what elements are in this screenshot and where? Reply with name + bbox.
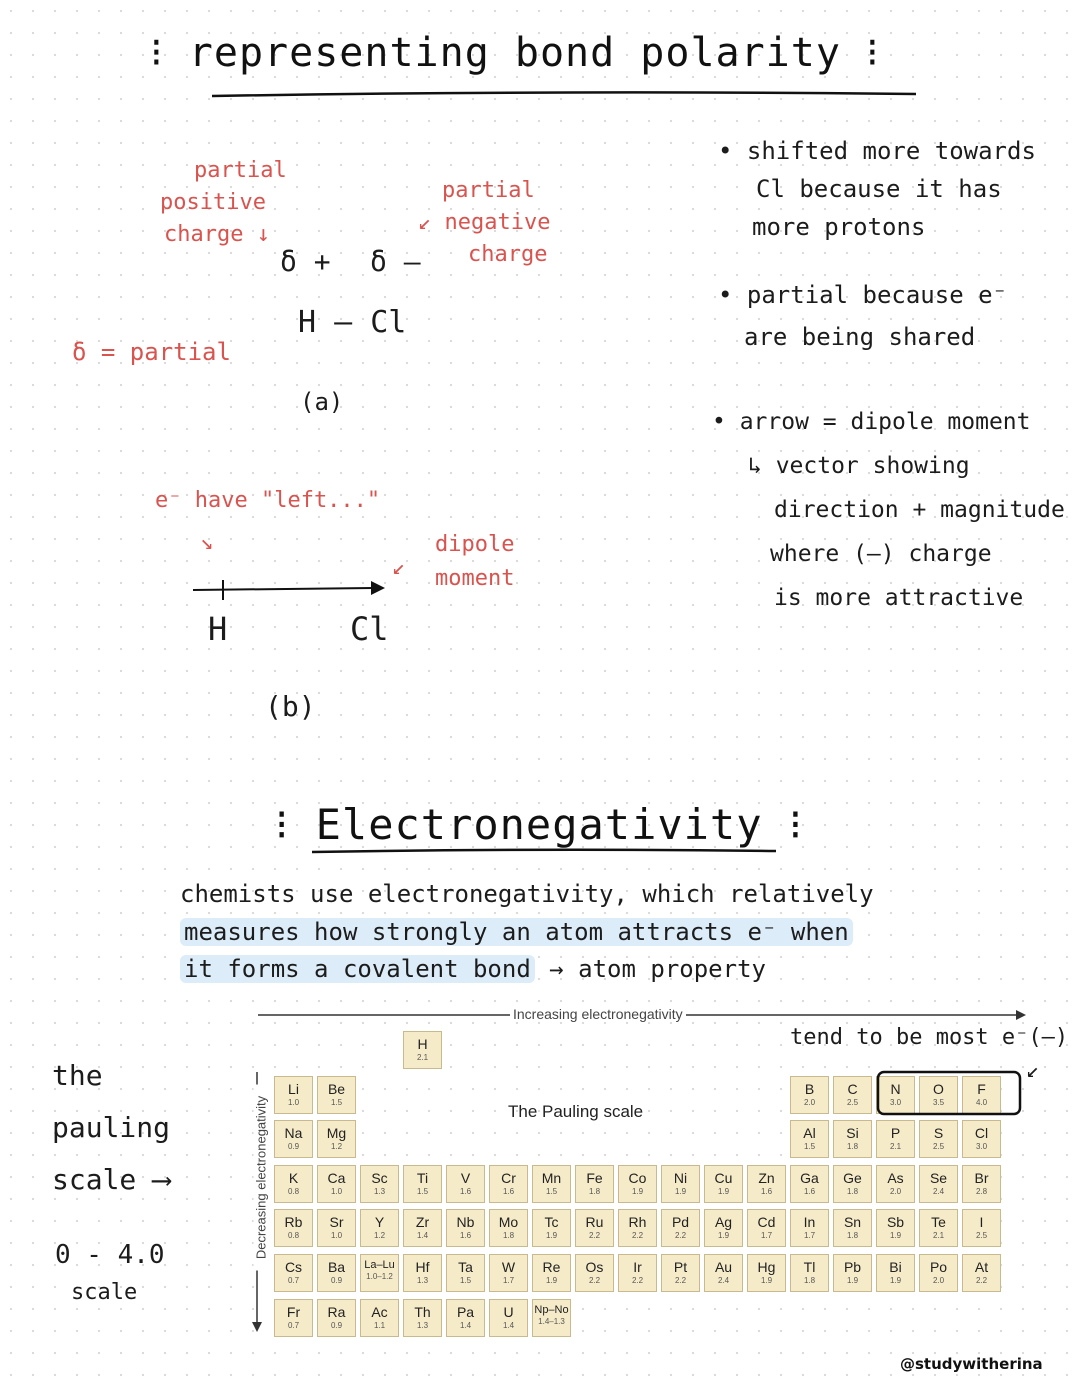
definition-line2 <box>180 918 853 946</box>
element-cell-cu <box>704 1165 743 1203</box>
element-cell-si <box>833 1120 872 1158</box>
element-symbol: Th <box>414 1303 431 1320</box>
element-electronegativity: 2.5 <box>975 1231 988 1241</box>
note-3-line5: is more attractive <box>774 585 1024 611</box>
definition-line1: chemists use electronegativity, which relatively <box>180 880 874 908</box>
definition-line3 <box>180 955 766 983</box>
element-electronegativity: 1.4 <box>459 1320 472 1330</box>
element-cell-k <box>274 1165 313 1203</box>
element-electronegativity: 1.8 <box>846 1186 859 1196</box>
element-cell-li <box>274 1076 313 1114</box>
element-cell-p <box>876 1120 915 1158</box>
element-cell-y <box>360 1209 399 1247</box>
element-symbol: U <box>503 1303 514 1320</box>
element-cell-tl <box>790 1254 829 1292</box>
element-symbol: Sn <box>843 1214 862 1231</box>
element-cell-sr <box>317 1209 356 1247</box>
element-cell-br <box>962 1165 1001 1203</box>
element-symbol: C <box>847 1080 858 1097</box>
element-electronegativity: 1.3 <box>416 1276 429 1285</box>
element-electronegativity: 2.2 <box>975 1276 988 1285</box>
element-symbol: Au <box>714 1259 733 1275</box>
element-cell-pd <box>661 1209 700 1247</box>
element-cell-pb <box>833 1254 872 1292</box>
element-electronegativity: 1.8 <box>803 1276 816 1285</box>
element-cell-pt <box>661 1254 700 1292</box>
element-electronegativity: 1.3 <box>373 1186 386 1196</box>
element-electronegativity: 0.7 <box>287 1320 300 1330</box>
curved-arrow-icon: ↙ <box>1026 1058 1040 1083</box>
element-electronegativity: 2.2 <box>674 1276 687 1285</box>
element-symbol: P <box>890 1125 901 1142</box>
element-symbol: Y <box>374 1214 385 1231</box>
element-electronegativity: 1.7 <box>502 1276 515 1285</box>
element-symbol: F <box>977 1080 986 1097</box>
element-electronegativity: 0.9 <box>287 1142 300 1152</box>
element-cell-ba <box>317 1254 356 1292</box>
note-2-line1: • partial because e⁻ <box>718 281 1007 309</box>
note-3-line3: direction + magnitude <box>774 497 1065 523</box>
element-symbol: La–Lu <box>364 1259 395 1271</box>
element-symbol: Tl <box>803 1259 816 1275</box>
pauling-note-line2: pauling <box>52 1111 171 1144</box>
element-cell-sc <box>360 1165 399 1203</box>
element-electronegativity: 1.9 <box>889 1231 902 1241</box>
element-symbol: Cl <box>974 1125 989 1142</box>
element-electronegativity: 1.9 <box>717 1231 730 1241</box>
note-bullet-2 <box>718 274 1007 358</box>
element-symbol: Be <box>327 1080 346 1097</box>
partial-positive-line1: partial <box>194 158 287 183</box>
note-1-line3: more protons <box>752 213 926 241</box>
element-symbol: Ti <box>416 1169 429 1186</box>
element-cell-pa <box>446 1299 485 1337</box>
element-cell-mn <box>532 1165 571 1203</box>
element-electronegativity: 1.0 <box>287 1097 300 1107</box>
scale-range-note <box>55 1236 165 1312</box>
element-electronegativity: 2.4 <box>717 1276 730 1285</box>
element-symbol: Ni <box>673 1169 688 1186</box>
definition-line3-text: it forms a covalent bond <box>180 955 535 983</box>
element-symbol: Cs <box>284 1259 303 1275</box>
element-electronegativity: 1.6 <box>760 1186 773 1196</box>
element-electronegativity: 1.8 <box>588 1186 601 1196</box>
element-symbol: Ag <box>714 1214 733 1231</box>
element-electronegativity: 1.9 <box>846 1276 859 1285</box>
page-title: ⁝ representing bond polarity ⁝ <box>150 30 880 76</box>
element-electronegativity: 2.5 <box>932 1142 945 1152</box>
element-symbol: Fe <box>586 1169 603 1186</box>
dipole-moment-label <box>435 528 514 596</box>
element-cell-ag <box>704 1209 743 1247</box>
dipole-label-line2: moment <box>435 566 515 591</box>
title-text: representing bond polarity <box>188 30 841 76</box>
element-cell-na <box>274 1120 313 1158</box>
element-cell-fr <box>274 1299 313 1337</box>
element-electronegativity: 1.4 <box>502 1320 515 1330</box>
element-symbol: Sc <box>371 1169 388 1186</box>
element-symbol: S <box>933 1125 944 1142</box>
element-symbol: O <box>933 1080 944 1097</box>
note-bullet-1 <box>718 132 1036 246</box>
down-arrow-icon: ↘ <box>200 530 214 555</box>
partial-negative-label <box>418 175 550 271</box>
element-cell-be <box>317 1076 356 1114</box>
element-symbol: Te <box>931 1214 946 1231</box>
element-symbol: Np–No <box>534 1303 569 1316</box>
element-electronegativity: 2.2 <box>588 1231 601 1241</box>
element-electronegativity: 1.0 <box>330 1231 343 1241</box>
section-title-underline <box>310 846 780 856</box>
element-cell-bi <box>876 1254 915 1292</box>
delta-plus: δ + <box>280 245 331 278</box>
note-1-line1: • shifted more towards <box>718 137 1036 165</box>
element-symbol: Al <box>803 1125 816 1142</box>
element-symbol: At <box>974 1259 989 1275</box>
element-symbol: Se <box>929 1169 948 1186</box>
hcl-molecule: H – Cl <box>298 305 407 340</box>
element-electronegativity: 1.5 <box>545 1186 558 1196</box>
element-cell-ge <box>833 1165 872 1203</box>
element-symbol: K <box>288 1169 299 1186</box>
element-cell-ra <box>317 1299 356 1337</box>
element-electronegativity: 2.0 <box>889 1186 902 1196</box>
element-cell-s <box>919 1120 958 1158</box>
element-symbol: Ta <box>458 1259 473 1275</box>
element-electronegativity: 1.5 <box>330 1097 343 1107</box>
element-symbol: In <box>803 1214 816 1231</box>
element-electronegativity: 2.4 <box>932 1186 945 1196</box>
element-symbol: Ba <box>327 1259 346 1275</box>
element-symbol: Cr <box>501 1169 516 1186</box>
element-symbol: Cu <box>714 1169 733 1186</box>
element-cell-h <box>403 1031 442 1069</box>
note-3-line2: ↳ vector showing <box>748 453 970 479</box>
x-axis-label: Increasing electronegativity <box>510 1006 686 1022</box>
element-cell-as <box>876 1165 915 1203</box>
element-cell-re <box>532 1254 571 1292</box>
element-symbol: I <box>979 1214 984 1231</box>
element-cell-po <box>919 1254 958 1292</box>
element-electronegativity: 1.7 <box>803 1231 816 1241</box>
element-electronegativity: 0.9 <box>330 1320 343 1330</box>
element-electronegativity: 4.0 <box>975 1097 988 1107</box>
y-axis-label: Decreasing electronegativity <box>254 1085 269 1271</box>
element-symbol: Br <box>974 1169 989 1186</box>
element-symbol: Pa <box>456 1303 475 1320</box>
element-electronegativity: 2.8 <box>975 1186 988 1196</box>
element-electronegativity: 1.9 <box>760 1276 773 1285</box>
element-cell-cd <box>747 1209 786 1247</box>
highlight-box <box>874 1068 1024 1118</box>
element-symbol: Nb <box>456 1214 475 1231</box>
element-symbol: Pd <box>671 1214 690 1231</box>
pauling-note-line3: scale ⟶ <box>52 1163 171 1196</box>
element-cell-lalu <box>360 1254 399 1292</box>
element-cell-ga <box>790 1165 829 1203</box>
element-cell-os <box>575 1254 614 1292</box>
label-a: (a) <box>300 388 344 416</box>
element-electronegativity: 1.6 <box>459 1186 472 1196</box>
element-cell-b <box>790 1076 829 1114</box>
element-symbol: Li <box>288 1080 299 1097</box>
definition-line3-suffix: → atom property <box>549 955 766 983</box>
element-electronegativity: 1.5 <box>416 1186 429 1196</box>
element-symbol: Mn <box>541 1169 562 1186</box>
element-cell-zn <box>747 1165 786 1203</box>
element-electronegativity: 0.8 <box>287 1186 300 1196</box>
note-bullet-3 <box>712 400 1065 620</box>
element-cell-nb <box>446 1209 485 1247</box>
element-symbol: Hf <box>415 1259 430 1275</box>
element-symbol: Ca <box>327 1169 346 1186</box>
element-electronegativity: 0.7 <box>287 1276 300 1285</box>
element-symbol: Fr <box>286 1303 301 1320</box>
element-cell-sn <box>833 1209 872 1247</box>
element-symbol: Ra <box>327 1303 346 1320</box>
element-cell-rb <box>274 1209 313 1247</box>
element-electronegativity: 2.0 <box>803 1097 816 1107</box>
element-symbol: Po <box>929 1259 948 1275</box>
element-electronegativity: 1.4–1.3 <box>538 1316 565 1326</box>
element-cell-ni <box>661 1165 700 1203</box>
element-cell-ac <box>360 1299 399 1337</box>
element-symbol: Cd <box>757 1214 776 1231</box>
element-cell-zr <box>403 1209 442 1247</box>
partial-positive-line3: charge ↓ <box>164 222 270 247</box>
scale-note-line2: scale <box>71 1280 138 1305</box>
element-symbol: As <box>887 1169 904 1186</box>
note-3-line1: • arrow = dipole moment <box>712 409 1031 435</box>
element-symbol: Rh <box>628 1214 647 1231</box>
element-symbol: Os <box>585 1259 604 1275</box>
element-cell-i <box>962 1209 1001 1247</box>
element-electronegativity: 1.8 <box>846 1142 859 1152</box>
note-3-line4: where (–) charge <box>770 541 992 567</box>
element-cell-mo <box>489 1209 528 1247</box>
element-cell-cs <box>274 1254 313 1292</box>
element-electronegativity: 2.1 <box>416 1053 429 1062</box>
element-electronegativity: 2.1 <box>889 1142 902 1152</box>
element-symbol: Mg <box>326 1125 347 1142</box>
pointer-arrow-icon: ↙ <box>392 555 406 580</box>
delta-minus: δ – <box>370 245 421 278</box>
element-cell-co <box>618 1165 657 1203</box>
element-electronegativity: 1.0 <box>330 1186 343 1196</box>
label-b: (b) <box>265 690 316 723</box>
element-symbol: Ge <box>843 1169 862 1186</box>
element-symbol: Sb <box>886 1214 905 1231</box>
element-cell-u <box>489 1299 528 1337</box>
element-electronegativity: 2.0 <box>932 1276 945 1285</box>
element-cell-th <box>403 1299 442 1337</box>
element-symbol: Zr <box>415 1214 430 1231</box>
element-cell-au <box>704 1254 743 1292</box>
partial-positive-line2: positive <box>160 190 266 215</box>
element-electronegativity: 1.5 <box>803 1142 816 1152</box>
element-electronegativity: 1.6 <box>803 1186 816 1196</box>
element-cell-v <box>446 1165 485 1203</box>
element-cell-rh <box>618 1209 657 1247</box>
right-arrow-icon: ⟶ <box>153 1163 171 1196</box>
element-electronegativity: 1.6 <box>459 1231 472 1241</box>
element-symbol: Co <box>628 1169 647 1186</box>
element-electronegativity: 3.5 <box>932 1097 945 1107</box>
element-cell-c <box>833 1076 872 1114</box>
element-symbol: W <box>501 1259 516 1275</box>
element-electronegativity: 2.2 <box>588 1276 601 1285</box>
partial-negative-line1: partial <box>442 178 535 203</box>
element-electronegativity: 1.5 <box>459 1276 472 1285</box>
element-cell-cl <box>962 1120 1001 1158</box>
element-electronegativity: 1.7 <box>760 1231 773 1241</box>
element-symbol: Re <box>542 1259 561 1275</box>
element-cell-fe <box>575 1165 614 1203</box>
element-electronegativity: 1.9 <box>889 1276 902 1285</box>
element-electronegativity: 1.8 <box>502 1231 515 1241</box>
element-cell-hf <box>403 1254 442 1292</box>
element-electronegativity: 1.9 <box>631 1186 644 1196</box>
element-electronegativity: 1.6 <box>502 1186 515 1196</box>
element-electronegativity: 2.2 <box>631 1276 644 1285</box>
element-electronegativity: 3.0 <box>975 1142 988 1152</box>
element-electronegativity: 1.2 <box>373 1231 386 1241</box>
dipole-label-line1: dipole <box>435 532 515 557</box>
element-symbol: Pb <box>843 1259 862 1275</box>
element-symbol: B <box>804 1080 815 1097</box>
element-cell-ir <box>618 1254 657 1292</box>
element-electronegativity: 2.5 <box>846 1097 859 1107</box>
tend-note: tend to be most e⁻(–) <box>790 1025 1069 1050</box>
element-cell-cr <box>489 1165 528 1203</box>
element-cell-ru <box>575 1209 614 1247</box>
element-electronegativity: 1.9 <box>674 1186 687 1196</box>
section-title-text: Electronegativity <box>315 800 763 849</box>
element-symbol: Tc <box>544 1214 559 1231</box>
section-title: ⁝ Electronegativity ⁝ <box>275 800 804 849</box>
element-symbol: Ir <box>633 1259 642 1275</box>
element-cell-ta <box>446 1254 485 1292</box>
element-cell-tc <box>532 1209 571 1247</box>
element-symbol: Na <box>284 1125 303 1142</box>
element-electronegativity: 2.1 <box>932 1231 945 1241</box>
element-cell-hg <box>747 1254 786 1292</box>
element-electronegativity: 1.9 <box>717 1186 730 1196</box>
element-cell-te <box>919 1209 958 1247</box>
pauling-note-line1: the <box>52 1059 103 1092</box>
delta-definition: δ = partial <box>72 338 231 366</box>
atom-h: H <box>208 610 228 648</box>
partial-negative-line3: charge <box>468 242 548 267</box>
scale-note-line1: 0 - 4.0 <box>55 1240 165 1270</box>
element-symbol: Bi <box>889 1259 902 1275</box>
element-symbol: Sr <box>329 1214 344 1231</box>
element-electronegativity: 1.3 <box>416 1320 429 1330</box>
element-cell-mg <box>317 1120 356 1158</box>
definition-line2-text: measures how strongly an atom attracts e⁻ when <box>180 918 853 946</box>
element-electronegativity: 1.0–1.2 <box>366 1272 393 1281</box>
element-electronegativity: 2.2 <box>674 1231 687 1241</box>
partial-negative-line2: ↙ negative <box>418 210 551 235</box>
element-cell-sb <box>876 1209 915 1247</box>
element-symbol: Si <box>846 1125 859 1142</box>
note-1-line2: Cl because it has <box>756 175 1002 203</box>
element-cell-ti <box>403 1165 442 1203</box>
element-cell-w <box>489 1254 528 1292</box>
element-electronegativity: 2.2 <box>631 1231 644 1241</box>
pauling-scale-note <box>52 1050 170 1206</box>
element-symbol: Mo <box>498 1214 519 1231</box>
signature: @studywitherina <box>900 1355 1043 1373</box>
table-title: The Pauling scale <box>508 1102 644 1121</box>
dipole-arrow <box>185 570 395 600</box>
element-cell-al <box>790 1120 829 1158</box>
element-symbol: H <box>417 1036 428 1052</box>
element-cell-at <box>962 1254 1001 1292</box>
element-electronegativity: 1.9 <box>545 1276 558 1285</box>
element-symbol: Rb <box>284 1214 303 1231</box>
element-symbol: Ru <box>585 1214 604 1231</box>
element-symbol: Ac <box>371 1303 388 1320</box>
element-electronegativity: 0.8 <box>287 1231 300 1241</box>
element-symbol: V <box>460 1169 471 1186</box>
element-electronegativity: 3.0 <box>889 1097 902 1107</box>
element-cell-in <box>790 1209 829 1247</box>
electrons-left-note: e⁻ have "left..." <box>155 488 381 513</box>
element-electronegativity: 1.9 <box>545 1231 558 1241</box>
element-electronegativity: 1.4 <box>416 1231 429 1241</box>
element-symbol: Ga <box>800 1169 819 1186</box>
element-electronegativity: 1.1 <box>373 1320 386 1330</box>
element-symbol: Pt <box>673 1259 688 1275</box>
element-electronegativity: 1.8 <box>846 1231 859 1241</box>
element-symbol: Hg <box>757 1259 776 1275</box>
title-underline <box>210 88 920 100</box>
note-2-line2: are being shared <box>744 323 976 351</box>
element-symbol: N <box>890 1080 901 1097</box>
element-cell-npno <box>532 1299 571 1337</box>
atom-cl: Cl <box>350 610 389 648</box>
element-electronegativity: 1.2 <box>330 1142 343 1152</box>
element-electronegativity: 0.9 <box>330 1276 343 1285</box>
element-symbol: Zn <box>758 1169 775 1186</box>
element-cell-se <box>919 1165 958 1203</box>
partial-positive-label <box>160 155 287 251</box>
element-cell-ca <box>317 1165 356 1203</box>
